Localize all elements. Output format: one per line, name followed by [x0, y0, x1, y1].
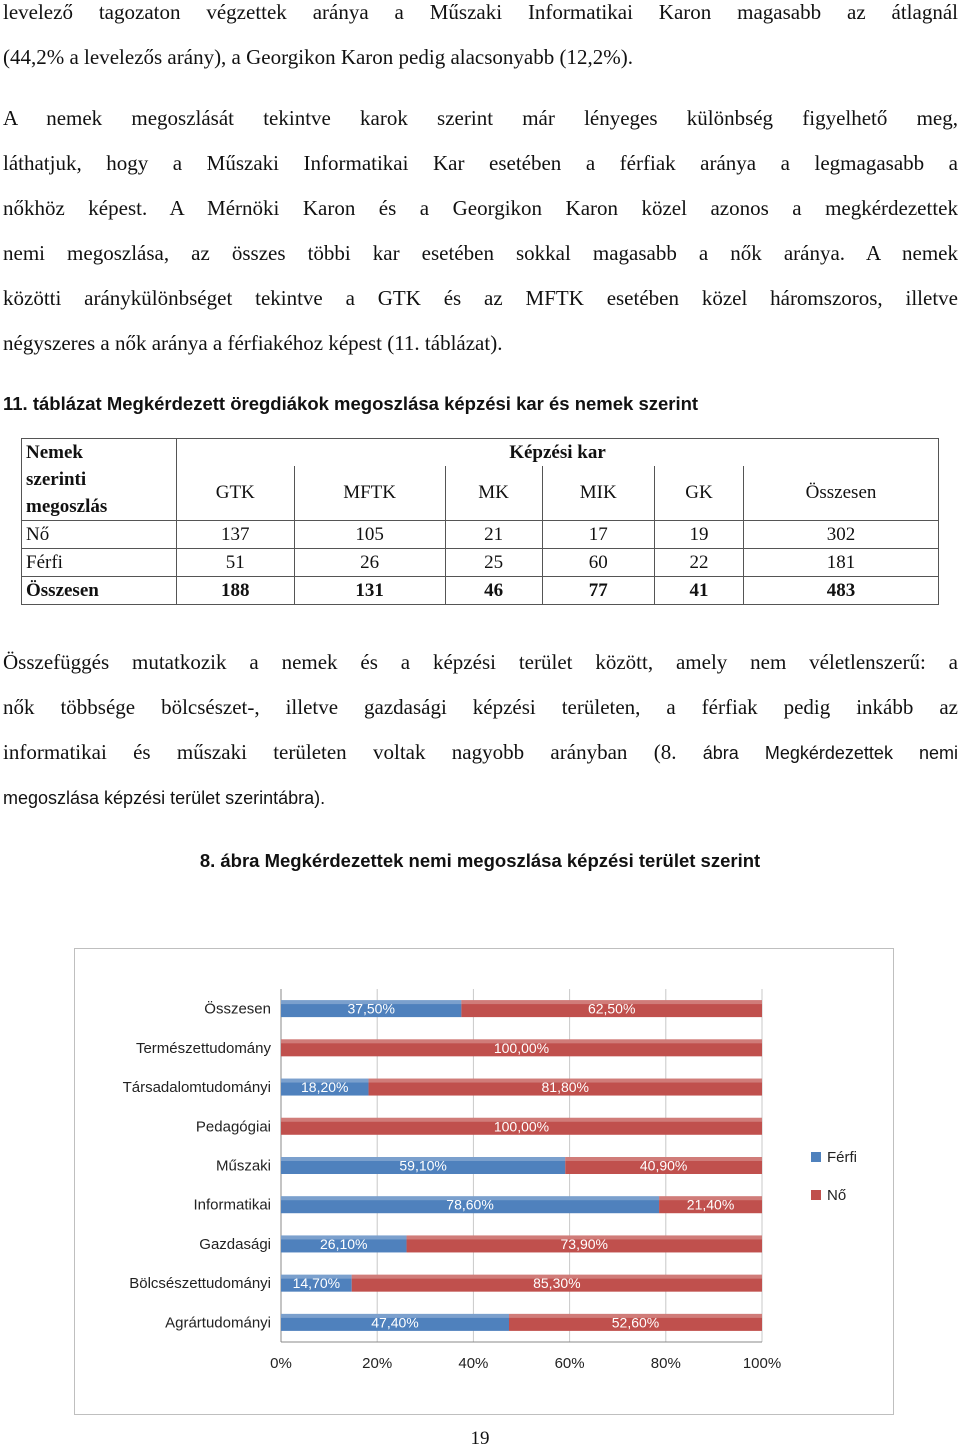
text-segment: informatikai és műszaki területen voltak nagyobb arányban (8. [3, 740, 677, 764]
figure-reference: megoszlása képzési terület szerintábra). [3, 788, 326, 808]
text-line: láthatjuk, hogy a Műszaki Informatikai Kar esetében a férfiak aránya a legmagasabb a [3, 151, 958, 175]
legend-swatch [811, 1190, 821, 1200]
text-line: nőkhöz képest. A Mérnöki Karon és a Georgikon Karon közel azonos a megkérdezettek [3, 196, 958, 220]
x-tick-label: 60% [554, 1355, 585, 1372]
data-label: 100,00% [493, 1039, 550, 1056]
data-label: 100,00% [493, 1118, 550, 1135]
table-corner-label [22, 439, 177, 521]
data-label: 14,70% [292, 1275, 341, 1292]
category-label: Társadalomtudományi [122, 1079, 271, 1097]
data-label: 26,10% [320, 1235, 368, 1252]
text-line: A nemek megoszlását tekintve karok szerint már lényeges különbség figyelhető meg, [3, 106, 958, 130]
corner-line: megoszlás [26, 496, 108, 517]
category-label: Bölcsészettudományi [129, 1275, 271, 1293]
corner-line: szerinti [26, 469, 87, 490]
table-row [22, 521, 939, 549]
data-label: 81,80% [541, 1079, 590, 1096]
data-label: 18,20% [301, 1079, 349, 1096]
table-cell: 188 [177, 577, 295, 605]
x-tick-label: 100% [742, 1355, 782, 1372]
table-cell: 105 [294, 521, 445, 549]
data-label: 52,60% [611, 1314, 660, 1331]
corner-line: Nemek [26, 442, 83, 463]
category-label: Természettudomány [135, 1039, 271, 1057]
table-cell: 483 [744, 577, 939, 605]
table-cell: 17 [542, 521, 654, 549]
category-label: Összesen [204, 1000, 271, 1018]
category-label: Műszaki [215, 1157, 271, 1175]
text-line: közötti aránykülönbséget tekintve a GTK és az MFTK esetében közel háromszoros, illetve [3, 286, 958, 310]
category-label: Pedagógiai [195, 1118, 271, 1136]
column-header: GK [654, 466, 743, 521]
paragraph-3 [3, 640, 958, 821]
table-cell: 41 [654, 577, 743, 605]
text-line: levelező tagozaton végzettek aránya a Műszaki Informatikai Karon magasabb az átlagnál [3, 0, 958, 24]
x-tick-label: 20% [362, 1355, 393, 1372]
table-cell: 181 [744, 549, 939, 577]
figure-caption: 8. ábra Megkérdezettek nemi megoszlása képzési terület szerint [199, 850, 761, 871]
category-label: Gazdasági [199, 1235, 271, 1253]
x-tick-label: 0% [270, 1355, 292, 1372]
table-cell: 137 [177, 521, 295, 549]
legend-label: Férfi [827, 1149, 857, 1166]
paragraph-1 [3, 0, 958, 80]
x-tick-label: 80% [650, 1355, 681, 1372]
category-label: Agrártudományi [165, 1314, 271, 1332]
data-label: 21,40% [686, 1196, 735, 1213]
table-cell: 51 [177, 549, 295, 577]
row-label: Férfi [22, 549, 177, 577]
table-cell: 21 [445, 521, 542, 549]
data-label: 47,40% [371, 1314, 419, 1331]
table-cell: 131 [294, 577, 445, 605]
text-line [3, 730, 958, 776]
legend-label: Nő [827, 1187, 847, 1204]
row-label: Összesen [22, 577, 177, 605]
page-number: 19 [470, 1428, 490, 1449]
data-label: 59,10% [399, 1157, 447, 1174]
table-cell: 302 [744, 521, 939, 549]
column-header: Összesen [744, 466, 939, 521]
table-caption: 11. táblázat Megkérdezett öregdiákok megoszlása képzési kar és nemek szerint [3, 393, 699, 414]
row-label: Nő [22, 521, 177, 549]
chart-frame [74, 948, 894, 1415]
text-line: Összefüggés mutatkozik a nemek és a képzési terület között, amely nem véletlenszerű: a [3, 650, 958, 674]
data-label: 40,90% [639, 1157, 688, 1174]
text-line: négyszeres a nők aránya a férfiakéhoz képest (11. táblázat). [3, 331, 503, 355]
data-label: 73,90% [560, 1235, 609, 1252]
column-header: MK [445, 466, 542, 521]
table-row [22, 577, 939, 605]
table-cell: 26 [294, 549, 445, 577]
x-tick-label: 40% [458, 1355, 489, 1372]
table-row [22, 549, 939, 577]
text-line: nők többsége bölcsészet-, illetve gazdasági képzési területen, a férfiak pedig inkább az [3, 695, 958, 719]
legend-swatch [811, 1152, 821, 1162]
data-label: 78,60% [446, 1196, 494, 1213]
table-group-header: Képzési kar [177, 439, 939, 467]
table-cell: 22 [654, 549, 743, 577]
text-line: (44,2% a levelezős arány), a Georgikon Karon pedig alacsonyabb (12,2%). [3, 45, 633, 69]
column-header: MFTK [294, 466, 445, 521]
stacked-bar-chart [75, 949, 893, 1414]
data-label: 62,50% [587, 1000, 636, 1017]
text-line: nemi megoszlása, az összes többi kar esetében sokkal magasabb a nők aránya. A nemek [3, 241, 958, 265]
table-cell: 19 [654, 521, 743, 549]
column-header: MIK [542, 466, 654, 521]
data-table [21, 438, 939, 605]
category-label: Informatikai [193, 1196, 271, 1214]
figure-reference: ábra Megkérdezettek nemi [702, 743, 959, 763]
data-label: 37,50% [347, 1000, 395, 1017]
column-header: GTK [177, 466, 295, 521]
table-cell: 46 [445, 577, 542, 605]
table-cell: 25 [445, 549, 542, 577]
paragraph-2 [3, 96, 958, 366]
data-label: 85,30% [533, 1275, 581, 1292]
table-cell: 77 [542, 577, 654, 605]
table-cell: 60 [542, 549, 654, 577]
